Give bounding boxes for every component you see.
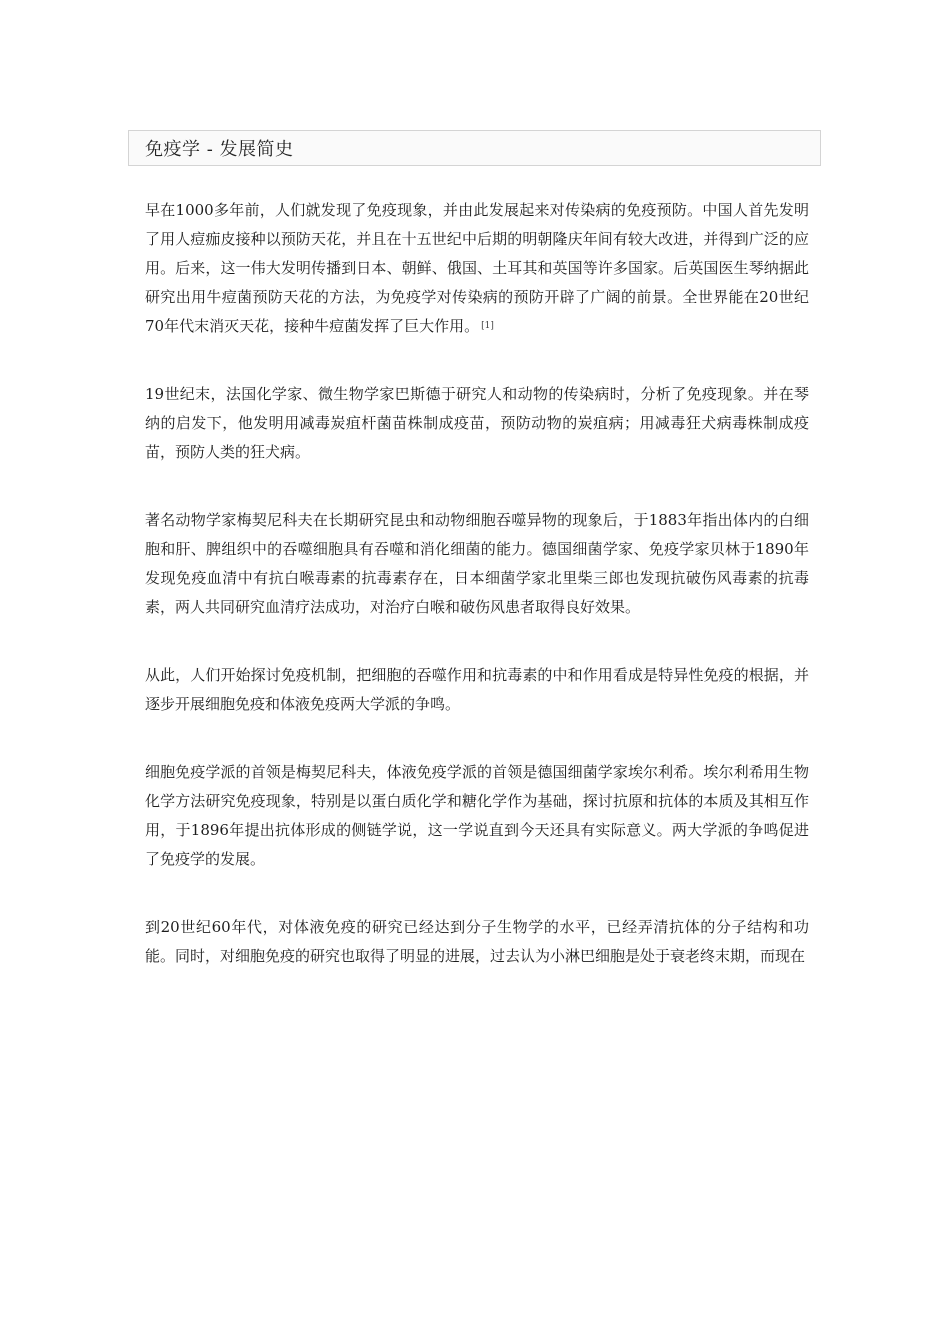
paragraph-text: 从此，人们开始探讨免疫机制，把细胞的吞噬作用和抗毒素的中和作用看成是特异性免疫的根据，并逐步开展细胞免疫和体液免疫两大学派的争鸣。	[145, 666, 809, 713]
article-body	[145, 196, 809, 1010]
paragraph-text: 到20世纪60年代，对体液免疫的研究已经达到分子生物学的水平，已经弄清抗体的分子结构和功能。同时，对细胞免疫的研究也取得了明显的进展，过去认为小淋巴细胞是处于衰老终末期，而现在	[145, 918, 809, 965]
paragraph-text: 著名动物学家梅契尼科夫在长期研究昆虫和动物细胞吞噬异物的现象后，于1883年指出体内的白细胞和肝、脾组织中的吞噬细胞具有吞噬和消化细菌的能力。德国细菌学家、免疫学家贝林于1890年发现免疫血清中有抗白喉毒素的抗毒素存在，日本细菌学家北里柴三郎也发现抗破伤风毒素的抗毒素，两人共同研究血清疗法成功，对治疗白喉和破伤风患者取得良好效果。	[145, 511, 809, 616]
paragraph-two-schools	[145, 758, 809, 874]
paragraph-metchnikoff	[145, 506, 809, 622]
paragraph-pasteur	[145, 380, 809, 467]
paragraph-history-early	[145, 196, 809, 341]
paragraph-text: 19世纪末，法国化学家、微生物学家巴斯德于研究人和动物的传染病时，分析了免疫现象。并在琴纳的启发下，他发明用减毒炭疽杆菌苗株制成疫苗，预防动物的炭疽病；用减毒狂犬病毒株制成疫苗，预防人类的狂犬病。	[145, 385, 809, 461]
reference-marker[interactable]: [1]	[481, 321, 494, 331]
paragraph-text: 细胞免疫学派的首领是梅契尼科夫，体液免疫学派的首领是德国细菌学家埃尔利希。埃尔利希用生物化学方法研究免疫现象，特别是以蛋白质化学和糖化学作为基础，探讨抗原和抗体的本质及其相互作用，于1896年提出抗体形成的侧链学说，这一学说直到今天还具有实际意义。两大学派的争鸣促进了免疫学的发展。	[145, 763, 809, 868]
paragraph-immune-mechanism	[145, 661, 809, 719]
section-title-box	[128, 130, 821, 166]
paragraph-1960s	[145, 913, 809, 971]
paragraph-text: 早在1000多年前，人们就发现了免疫现象，并由此发展起来对传染病的免疫预防。中国人首先发明了用人痘痂皮接种以预防天花，并且在十五世纪中后期的明朝隆庆年间有较大改进，并得到广泛的应用。后来，这一伟大发明传播到日本、朝鲜、俄国、土耳其和英国等许多国家。后英国医生琴纳据此研究出用牛痘菌预防天花的方法，为免疫学对传染病的预防开辟了广阔的前景。全世界能在20世纪70年代末消灭天花，接种牛痘菌发挥了巨大作用。	[145, 201, 809, 335]
section-title: 免疫学 - 发展简史	[145, 139, 294, 160]
